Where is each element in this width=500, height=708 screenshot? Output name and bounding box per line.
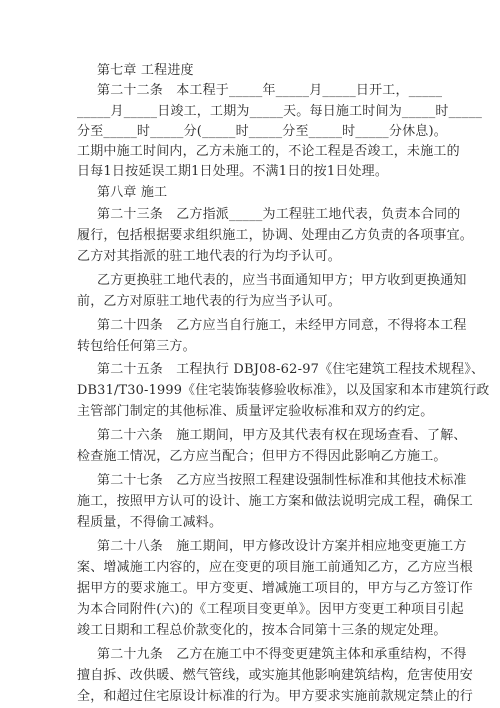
chapter-8-heading: 第八章 施工 <box>97 185 168 200</box>
rep-change-line-2: 前，乙方对原驻工地代表的行为应当予认可。 <box>77 294 342 309</box>
article-27-line-3: 程质量，不得偷工减料。 <box>77 515 223 530</box>
article-29-line-1: 第二十九条 乙方在施工中不得变更建筑主体和承重结构，不得 <box>97 647 467 662</box>
article-27-line-2: 施工，按照甲方认可的设计、施工方案和做法说明完成工程，确保工 <box>77 494 474 509</box>
article-27-line-1: 第二十七条 乙方应当按照工程建设强制性标准和其他技术标准 <box>97 473 467 488</box>
article-28-line-2: 案、增减施工内容的，应在变更的项目施工前通知乙方，乙方应当根 <box>77 560 474 575</box>
article-29-line-2: 擅自拆、改供暖、燃气管线，或实施其他影响建筑结构，危害使用安 <box>77 668 474 683</box>
article-25-line-1: 第二十五条 工程执行 DBJ08-62-97《住宅建筑工程技术规程》、 <box>97 362 485 377</box>
delay-clause-line-1: 工期中施工时间内，乙方未施工的，不论工程是否竣工，未施工的 <box>77 144 460 159</box>
article-24-line-1: 第二十四条 乙方应当自行施工，未经甲方同意，不得将本工程 <box>97 318 467 333</box>
chapter-7-heading: 第七章 工程进度 <box>97 63 194 78</box>
delay-clause-line-2: 日每1日按延误工期1日处理。不满1日的按1日处理。 <box>77 164 389 179</box>
article-22-line-1: 第二十二条 本工程于_____年_____月_____日开工，_____ <box>97 83 443 98</box>
article-25-line-3: 主管部门制定的其他标准、质量评定验收标准和双方的约定。 <box>77 404 434 419</box>
article-28-line-3: 据甲方的要求施工。甲方变更、增减施工项目的，甲方与乙方签订作 <box>77 581 474 596</box>
article-22-line-2: _____月_____日竣工，工期为_____天。每日施工时间为_____时_____ <box>77 104 483 119</box>
article-25-line-2: DB31/T30-1999《住宅装饰装修验收标准》，以及国家和本市建筑行政 <box>77 383 490 398</box>
article-28-line-4: 为本合同附件(六)的《工程项目变更单》。因甲方变更工种项目引起 <box>77 602 464 617</box>
article-29-line-3: 全，和超过住宅原设计标准的行为。甲方要求实施前款规定禁止的行 <box>77 689 474 704</box>
article-28-line-5: 竣工日期和工程总价款变化的，按本合同第十三条的规定处理。 <box>77 623 447 638</box>
article-28-line-1: 第二十八条 施工期间，甲方修改设计方案并相应地变更施工方 <box>97 539 467 554</box>
article-24-line-2: 转包给任何第三方。 <box>77 339 196 354</box>
article-23-line-1: 第二十三条 乙方指派_____为工程驻工地代表，负责本合同的 <box>97 207 461 222</box>
article-23-line-3: 乙方对其指派的驻工地代表的行为均予认可。 <box>77 249 342 264</box>
article-23-line-2: 履行，包括根据要求组织施工，协调、处理由乙方负责的各项事宜。 <box>77 228 474 243</box>
article-26-line-1: 第二十六条 施工期间，甲方及其代表有权在现场查看、了解、 <box>97 428 467 443</box>
article-22-line-3: 分至_____时_____分(_____时_____分至_____时_____分休息)。 <box>77 124 447 139</box>
article-26-line-2: 检查施工情况，乙方应当配合；但甲方不得因此影响乙方施工。 <box>77 449 447 464</box>
rep-change-line-1: 乙方更换驻工地代表的，应当书面通知甲方；甲方收到更换通知 <box>97 273 467 288</box>
